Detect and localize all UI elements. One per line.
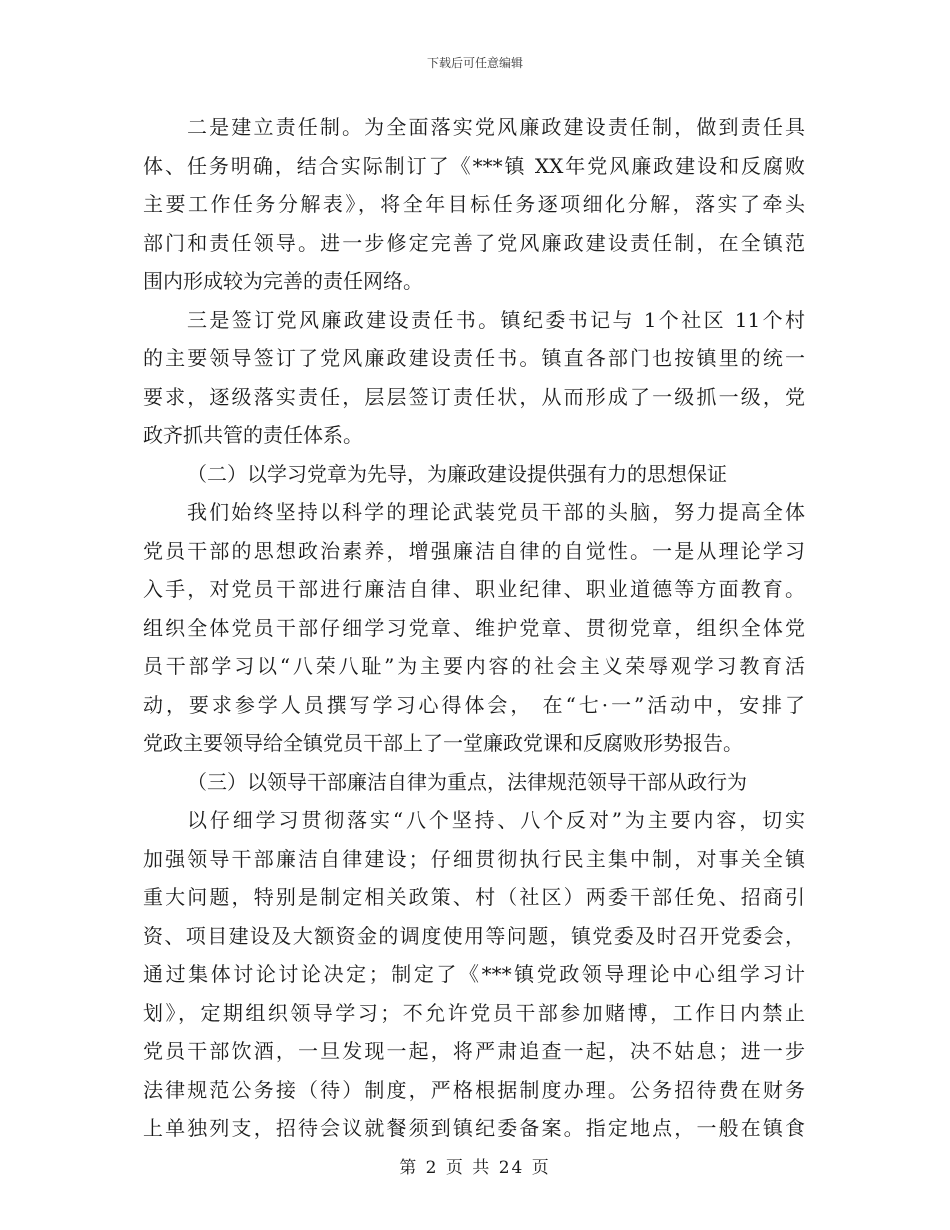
body-line: 重大问题，特别是制定相关政策、村（社区）两委干部任免、招商引 bbox=[143, 885, 805, 909]
body-line: （三）以领导干部廉洁自律为重点，法律规范领导干部从政行为 bbox=[187, 769, 747, 794]
body-line: 主要工作任务分解表》，将全年目标任务逐项细化分解，落实了牵头 bbox=[143, 192, 805, 216]
body-line: 三是签订党风廉政建设责任书。镇纪委书记与 1个社区 11个村 bbox=[187, 307, 805, 332]
body-line: 通过集体讨论讨论决定；制定了《***镇党政领导理论中心组学习计 bbox=[143, 962, 805, 986]
body-line: 资、项目建设及大额资金的调度使用等问题，镇党委及时召开党委会， bbox=[143, 923, 805, 948]
body-line: 党政主要领导给全镇党员干部上了一堂廉政党课和反腐败形势报告。 bbox=[143, 731, 743, 755]
body-line: 动，要求参学人员撰写学习心得体会， 在“七·一”活动中，安排了 bbox=[143, 692, 805, 717]
body-line: （二）以学习党章为先导，为廉政建设提供强有力的思想保证 bbox=[187, 461, 727, 486]
body-line: 以仔细学习贯彻落实“八个坚持、八个反对”为主要内容，切实 bbox=[187, 808, 805, 832]
body-line: 的主要领导签订了党风廉政建设责任书。镇直各部门也按镇里的统一 bbox=[143, 346, 805, 370]
body-line: 入手，对党员干部进行廉洁自律、职业纪律、职业道德等方面教育。 bbox=[143, 577, 805, 601]
body-line: 加强领导干部廉洁自律建设；仔细贯彻执行民主集中制，对事关全镇 bbox=[143, 846, 805, 871]
body-line: 党员干部的思想政治素养，增强廉洁自律的自觉性。一是从理论学习 bbox=[143, 538, 805, 563]
body-line: 要求，逐级落实责任，层层签订责任状，从而形成了一级抓一级，党 bbox=[143, 384, 805, 409]
body-line: 员干部学习以“八荣八耻”为主要内容的社会主义荣辱观学习教育活 bbox=[143, 654, 805, 678]
body-line: 政齐抓共管的责任体系。 bbox=[143, 423, 363, 447]
body-line: 划》，定期组织领导学习；不允许党员干部参加赌博，工作日内禁止 bbox=[143, 1000, 805, 1025]
body-line: 组织全体党员干部仔细学习党章、维护党章、贯彻党章，组织全体党 bbox=[143, 615, 805, 640]
document-body bbox=[143, 108, 805, 1148]
body-line: 法律规范公务接（待）制度，严格根据制度办理。公务招待费在财务 bbox=[143, 1077, 805, 1102]
body-line: 我们始终坚持以科学的理论武装党员干部的头脑，努力提高全体 bbox=[187, 500, 805, 524]
body-line: 体、任务明确，结合实际制订了《***镇 XX年党风廉政建设和反腐败 bbox=[143, 153, 805, 178]
body-line: 党员干部饮酒，一旦发现一起，将严肃追查一起，决不姑息；进一步 bbox=[143, 1039, 805, 1063]
page-header: 下载后可任意编辑 bbox=[426, 56, 523, 70]
body-line: 上单独列支，招待会议就餐须到镇纪委备案。指定地点，一般在镇食 bbox=[143, 1116, 805, 1140]
body-line: 二是建立责任制。为全面落实党风廉政建设责任制，做到责任具 bbox=[187, 115, 805, 139]
body-line: 部门和责任领导。进一步修定完善了党风廉政建设责任制，在全镇范 bbox=[143, 230, 805, 255]
page-footer: 第 2 页 共 24 页 bbox=[399, 1158, 551, 1178]
body-line: 围内形成较为完善的责任网络。 bbox=[143, 269, 423, 293]
